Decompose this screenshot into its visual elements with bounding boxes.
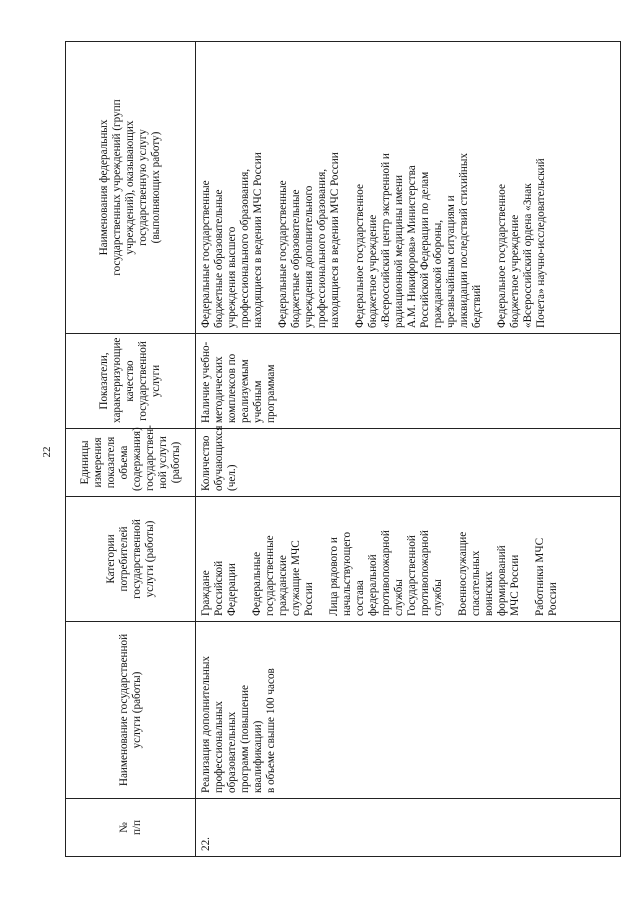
consumer-item: Военнослужащие спасательных воинских формирований МЧС России [457,531,521,616]
header-quality: Показатели, характеризующие качество государственной услуги [66,334,196,429]
services-table [65,41,621,857]
table-header-row [66,42,196,857]
header-number: № п/п [66,799,196,857]
row-consumers [196,497,621,622]
row-quality: Наличие учебно- методических комплексов по реализуемым учебным программам [196,334,621,429]
row-number: 22. [196,799,621,857]
institution-item: Федеральные государственные бюджетные образовательные учреждения дополнительного профессионального образования, находящиеся в ведении МЧС России [277,152,341,328]
header-unit: Единицы измерения показателя объема (содержания) государствен- ной услуги (работы) [66,429,196,497]
consumer-item: Работники МЧС России [534,537,559,616]
rotated-table-container [65,42,621,857]
institution-item: Федеральные государственные бюджетные образовательные учреждения высшего профессионального образования, находящиеся в ведении МЧС России [200,152,264,328]
page-number: 22 [41,446,53,458]
row-institutions [196,42,621,334]
institution-item: Федеральное государственное бюджетное учреждение «Всероссийский ордена «Знак Почета» научно-исследовательский [496,158,547,328]
table-row [196,42,621,857]
consumer-item: Граждане Российской Федерации [200,560,238,616]
institution-item: Федеральное государственное бюджетное учреждение «Всероссийский центр экстренной и радиационной медицины имени А.М. Никифорова» Министерства Российской Федерации по делам гражданской обороны, чрезвычайным ситуациям и ликвидации последствий стихийных бедствий [354,152,483,328]
consumer-item: Лица рядового и начальствующего состава федеральной противопожарной службы Государственной противопожарной службы [328,530,444,616]
header-institutions: Наименования федеральных государственных учреждений (групп учреждений), оказывающих государственную услугу (выполняющих работу) [66,42,196,334]
consumer-item: Федеральные государственные гражданские служащие МЧС России [251,535,315,616]
header-service-name: Наименование государственной услуги (работы) [66,622,196,799]
row-service-name: Реализация дополнительных профессиональных образовательных программ (повышение квалификации) в объеме свыше 100 часов [196,622,621,799]
header-consumers: Категории потребителей государственной услуги (работы) [66,497,196,622]
row-unit: Количество обучающихся (чел.) [196,429,621,497]
